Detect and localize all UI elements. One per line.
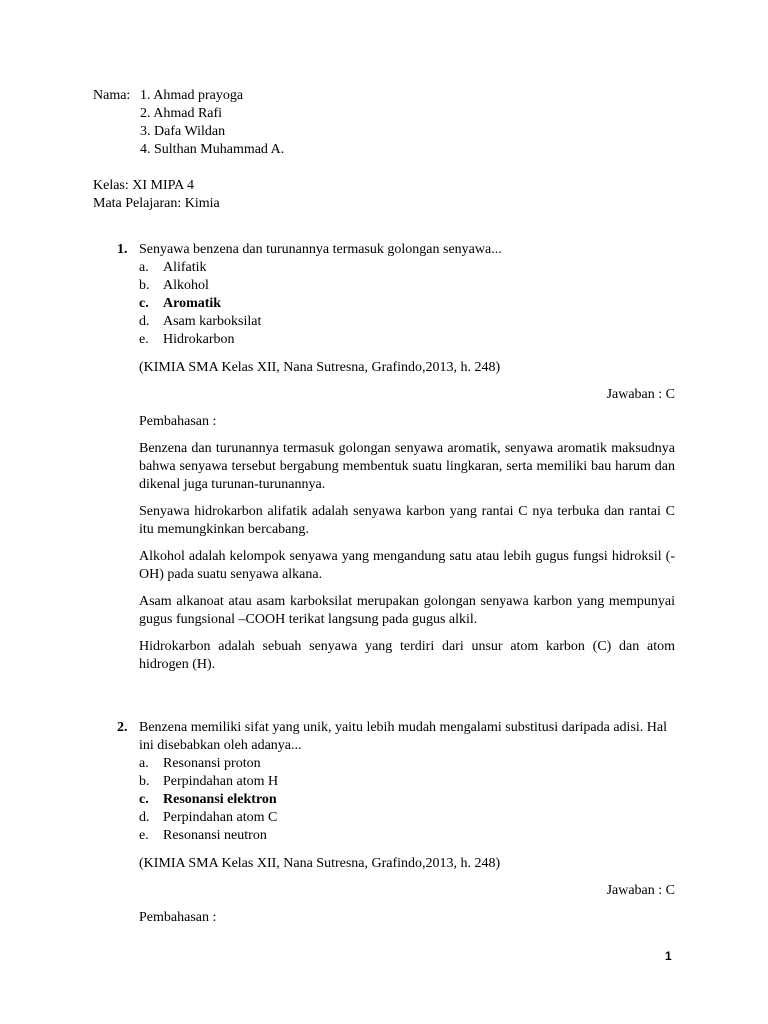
option-a (139, 259, 675, 277)
option-text: Alkohol (163, 278, 209, 293)
option-letter: d. (139, 810, 150, 825)
discussion-paragraph: Asam alkanoat atau asam karboksilat merupakan golongan senyawa karbon yang mempunyai gugus fungsional –COOH terikat langsung pada gugus alkil. (139, 594, 675, 627)
option-text: Perpindahan atom C (163, 810, 278, 825)
option-text: Asam karboksilat (163, 314, 262, 329)
question-text: Benzena memiliki sifat yang unik, yaitu lebih mudah mengalami substitusi daripada adisi. Hal ini disebabkan oleh adanya... (139, 720, 667, 753)
option-letter: e. (139, 332, 149, 347)
class-line: Kelas: XI MIPA 4 (93, 178, 194, 193)
option-letter: a. (139, 260, 149, 275)
discussion-paragraph: Senyawa hidrokarbon alifatik adalah senyawa karbon yang rantai C nya terbuka dan rantai C itu memungkinkan bercabang. (139, 504, 675, 537)
option-list (139, 755, 675, 845)
option-list (139, 259, 675, 349)
subject-line: Mata Pelajaran: Kimia (93, 196, 220, 211)
question-number: 2. (117, 720, 128, 735)
option-text: Resonansi proton (163, 756, 261, 771)
option-b (139, 277, 675, 295)
discussion-paragraph: Hidrokarbon adalah sebuah senyawa yang terdiri dari unsur atom karbon (C) dan atom hidrogen (H). (139, 639, 675, 672)
discussion-paragraph: Alkohol adalah kelompok senyawa yang mengandung satu atau lebih gugus fungsi hidroksil (-OH) pada suatu senyawa alkana. (139, 549, 675, 582)
discussion-paragraph: Benzena dan turunannya termasuk golongan senyawa aromatik, senyawa aromatik maksudnya bahwa senyawa tersebut bergabung membentuk suatu lingkaran, serta memiliki bau harum dan dikenal juga turunan-turunannya. (139, 441, 675, 492)
question-header (117, 241, 675, 259)
member-item: 1. Ahmad prayoga (140, 88, 244, 103)
answer-key: Jawaban : C (606, 387, 675, 402)
option-a (139, 755, 675, 773)
option-text: Alifatik (163, 260, 207, 275)
option-text: Aromatik (163, 296, 222, 311)
option-d (139, 809, 675, 827)
member-item: 4. Sulthan Muhammad A. (140, 142, 285, 157)
option-text: Resonansi elektron (163, 792, 277, 807)
name-label: Nama: (93, 88, 131, 103)
option-text: Resonansi neutron (163, 828, 267, 843)
option-text: Perpindahan atom H (163, 774, 279, 789)
question-2 (117, 719, 675, 927)
question-number: 1. (117, 242, 128, 257)
discussion-label: Pembahasan : (139, 414, 217, 429)
option-c-correct (139, 791, 675, 809)
option-b (139, 773, 675, 791)
option-letter: e. (139, 828, 149, 843)
page-number: 1 (665, 949, 672, 963)
option-letter: b. (139, 278, 150, 293)
student-header (93, 87, 284, 213)
name-row (93, 87, 284, 159)
question-text: Senyawa benzena dan turunannya termasuk golongan senyawa... (139, 242, 502, 257)
option-text: Hidrokarbon (163, 332, 235, 347)
discussion-label: Pembahasan : (139, 910, 217, 925)
option-e (139, 331, 675, 349)
member-item: 2. Ahmad Rafi (140, 106, 223, 121)
option-letter: c. (139, 792, 149, 807)
member-list (140, 87, 284, 159)
question-1 (117, 241, 675, 674)
answer-key: Jawaban : C (606, 883, 675, 898)
question-header (117, 719, 675, 755)
member-item: 3. Dafa Wildan (140, 124, 226, 139)
reference: (KIMIA SMA Kelas XII, Nana Sutresna, Grafindo,2013, h. 248) (139, 856, 501, 871)
option-c-correct (139, 295, 675, 313)
option-d (139, 313, 675, 331)
option-e (139, 827, 675, 845)
reference: (KIMIA SMA Kelas XII, Nana Sutresna, Grafindo,2013, h. 248) (139, 360, 501, 375)
option-letter: c. (139, 296, 149, 311)
option-letter: a. (139, 756, 149, 771)
option-letter: d. (139, 314, 150, 329)
option-letter: b. (139, 774, 150, 789)
